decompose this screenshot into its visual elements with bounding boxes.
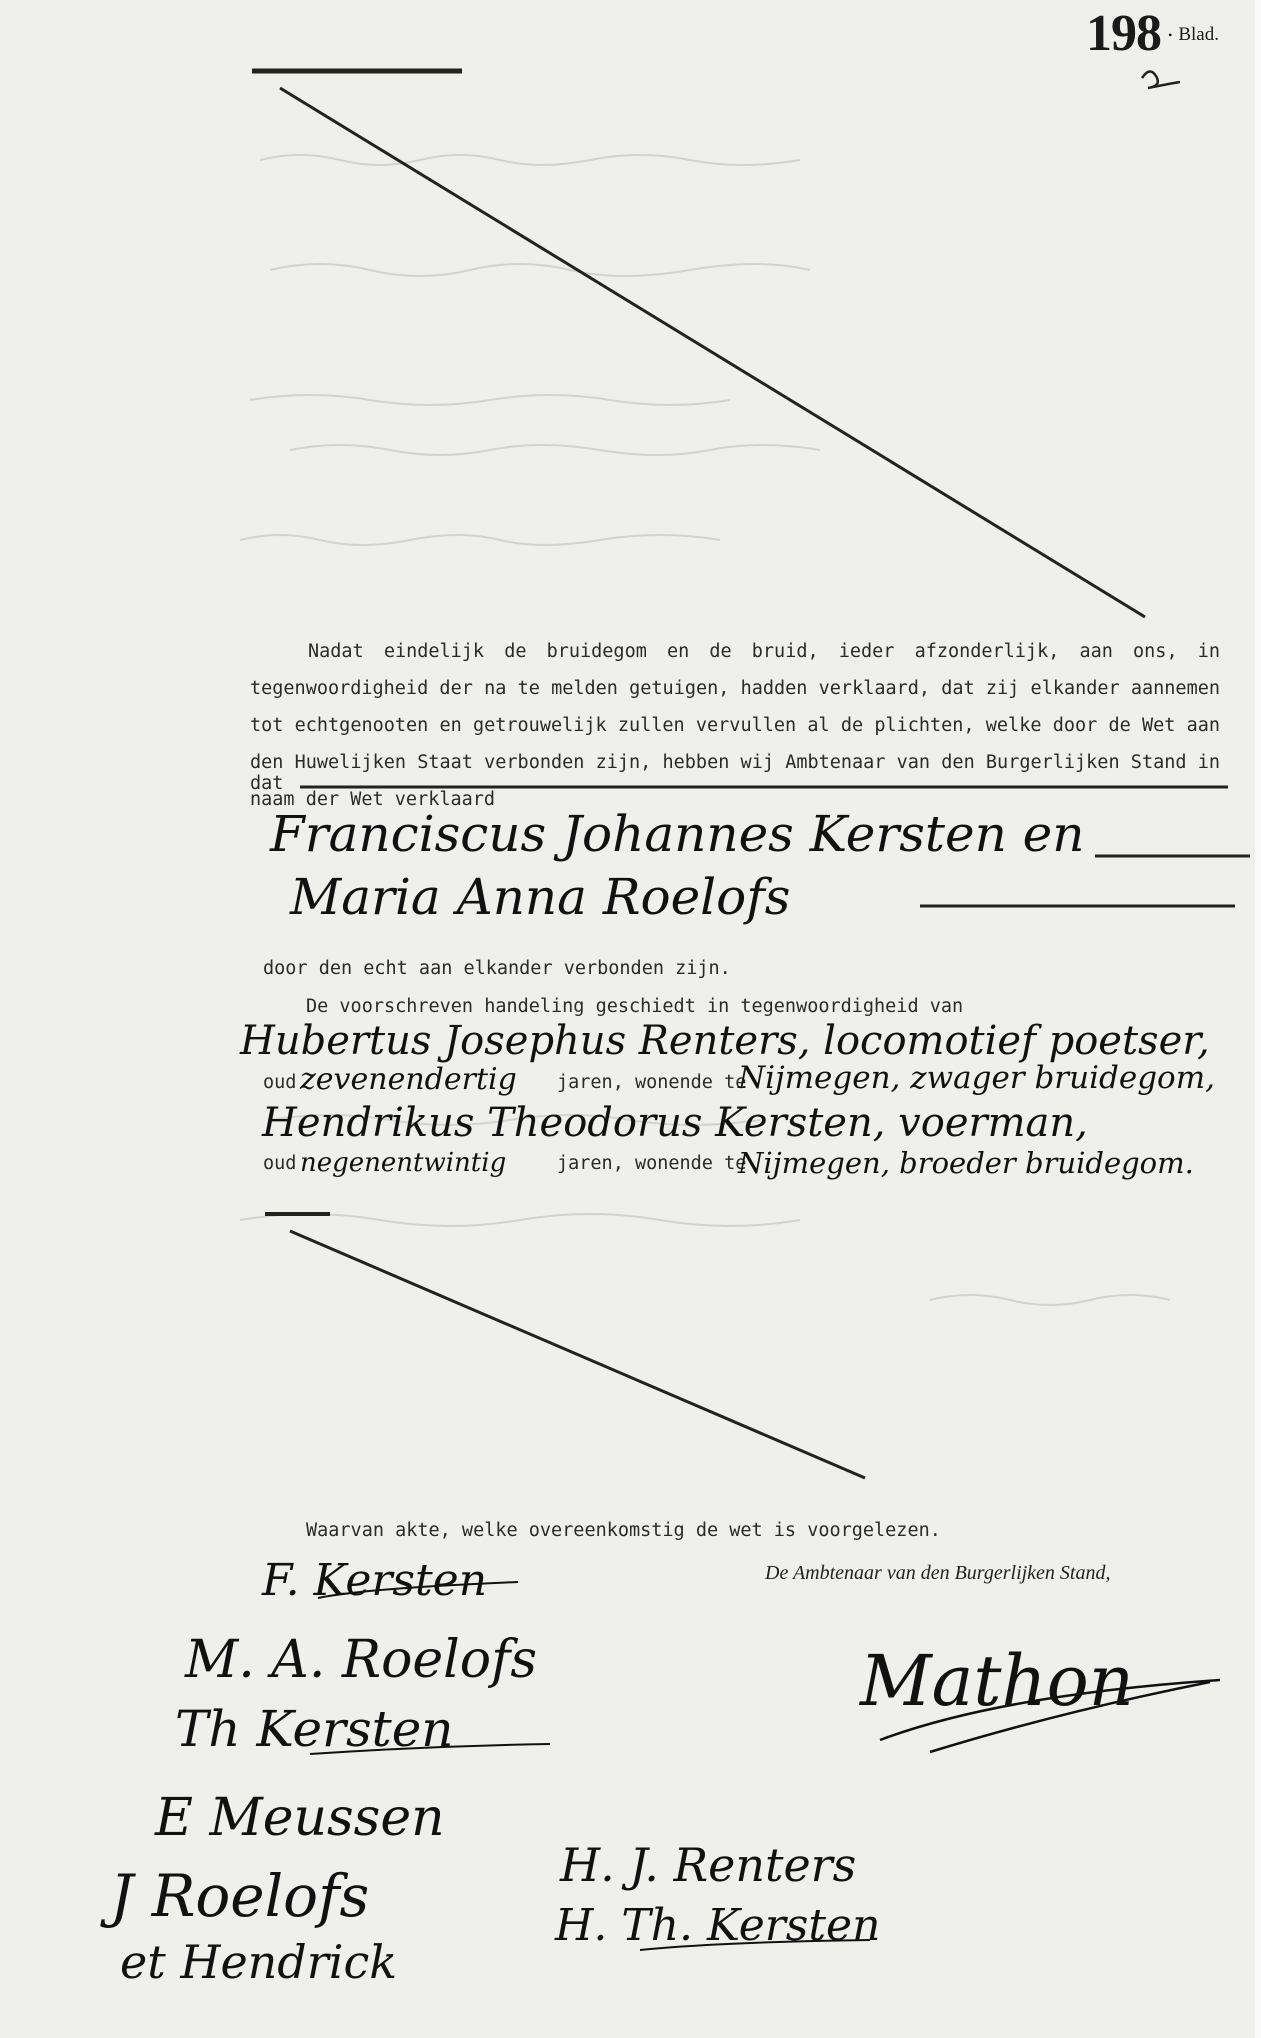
official-title: De Ambtenaar van den Burgerlijken Stand, — [765, 1562, 1111, 1584]
signature-f-kersten: F. Kersten — [262, 1555, 488, 1606]
signature-et-hendrick: et Hendrick — [120, 1935, 398, 1989]
signature-th-kersten: Th Kersten — [175, 1700, 454, 1758]
witness-1-age: zevenendertig — [300, 1062, 517, 1097]
witness-2-place: Nijmegen, broeder bruidegom. — [738, 1146, 1194, 1180]
couple-names-line-2: Maria Anna Roelofs — [290, 868, 791, 926]
page-label: • Blad. — [1168, 24, 1219, 46]
witness-1-oud: oud — [263, 1072, 297, 1093]
bottom-cancel-line — [290, 1231, 865, 1478]
top-cancel-line — [280, 88, 1145, 617]
signature-h-th-kersten: H. Th. Kersten — [555, 1900, 881, 1951]
witness-2-oud: oud — [263, 1153, 297, 1174]
witness-1-name: Hubertus Josephus Renters, locomotief poetser, — [240, 1018, 1210, 1064]
witnesses-intro: De voorschreven handeling geschiedt in tegenwoordigheid van — [306, 996, 964, 1017]
witness-1-place: Nijmegen, zwager bruidegom, — [738, 1060, 1215, 1096]
akte-statement: Waarvan akte, welke overeenkomstig de wet is voorgelezen. — [306, 1520, 941, 1541]
declaration-paragraph — [250, 633, 1220, 818]
page-annotation-mark — [1142, 71, 1180, 88]
signature-j-roelofs: J Roelofs — [110, 1862, 370, 1930]
couple-names-line-1: Franciscus Johannes Kersten en — [270, 805, 1085, 863]
witness-2-jaren: jaren, wonende te — [557, 1153, 747, 1174]
witness-1-jaren: jaren, wonende te — [557, 1072, 747, 1093]
signature-official-mathon: Mathon — [860, 1640, 1134, 1722]
signature-e-meussen: E Meussen — [155, 1788, 445, 1848]
page-number: 198 — [1086, 5, 1161, 62]
witness-2-age: negenentwintig — [300, 1148, 507, 1178]
dat-label: dat — [250, 773, 284, 794]
signature-h-j-renters: H. J. Renters — [560, 1838, 857, 1892]
signature-m-a-roelofs: M. A. Roelofs — [185, 1630, 538, 1690]
declaration-text: Nadat eindelijk de bruidegom en de bruid, ieder afzonderlijk, aan ons, in tegenwoordigheid der na te melden getuigen, hadden verklaard, dat zij elkander aannemen tot echtgenooten en getrouwelijk zullen vervullen al de plichten, welke door de Wet aan den Huwelijken Staat verbonden zijn, hebben wij Ambtenaar van den Burgerlijken Stand in naam der Wet verklaard — [250, 641, 1220, 810]
union-closing: door den echt aan elkander verbonden zijn. — [263, 958, 731, 979]
witness-2-name: Hendrikus Theodorus Kersten, voerman, — [262, 1100, 1088, 1146]
